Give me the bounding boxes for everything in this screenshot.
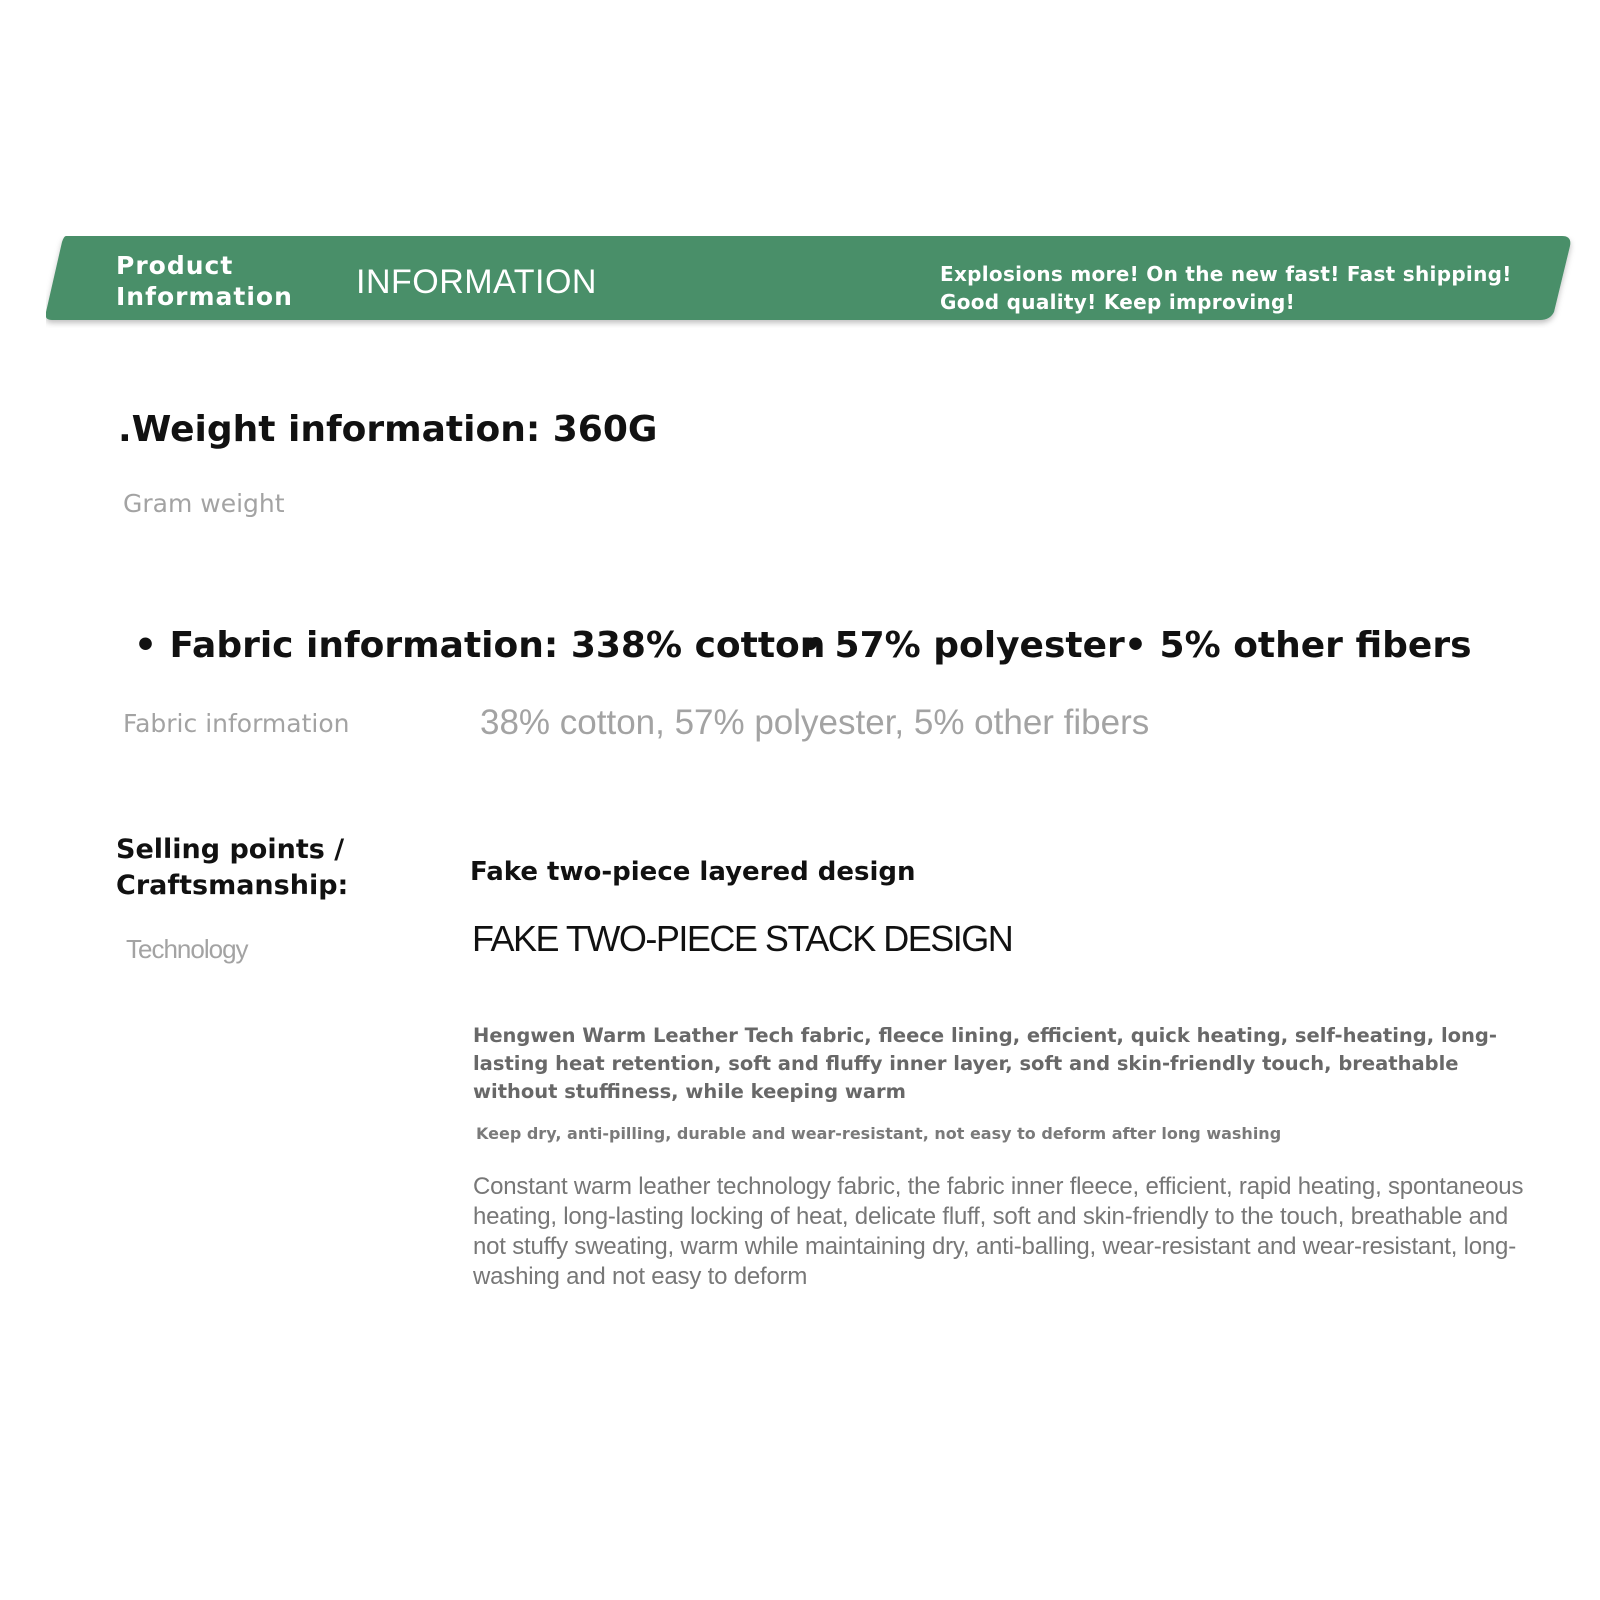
fabric-info-label: Fabric information <box>123 709 350 738</box>
banner-slogan: Explosions more! On the new fast! Fast shipping! Good quality! Keep improving! <box>940 262 1512 314</box>
design-caps-title: FAKE TWO-PIECE STACK DESIGN <box>472 918 1013 959</box>
gram-weight-label: Gram weight <box>123 489 285 518</box>
info-banner <box>46 236 1576 328</box>
fabric-segment-other: • 5% other fibers <box>1124 625 1472 666</box>
selling-points-heading <box>116 832 348 904</box>
weight-heading: .Weight information: 360G <box>118 409 658 450</box>
banner-label-line1: Product <box>116 251 234 280</box>
design-title: Fake two-piece layered design <box>470 857 916 887</box>
technology-label: Technology <box>126 934 248 964</box>
fabric-heading <box>134 622 1472 670</box>
banner-label-line2: Information <box>116 282 293 311</box>
durability-note: Keep dry, anti-pilling, durable and wear-resistant, not easy to deform after long washing <box>476 1124 1282 1143</box>
technology-description: Constant warm leather technology fabric, the fabric inner fleece, efficient, rapid heating, spontaneous heating, long-lasting locking of heat, delicate fluff, soft and skin-friendly to the touch, breathable and not stuffy sweating, warm while maintaining dry, anti-balling, wear-resistant and wear-resistant, long-washing and not easy to deform <box>473 1173 1524 1290</box>
fabric-segment-polyester: • 57% polyester <box>799 625 1125 666</box>
fabric-info-detail: 38% cotton, 57% polyester, 5% other fibers <box>480 703 1150 742</box>
selling-heading-line2: Craftsmanship: <box>116 870 349 901</box>
banner-product-information <box>116 250 293 312</box>
selling-heading-line1: Selling points / <box>116 834 345 865</box>
fabric-description: Hengwen Warm Leather Tech fabric, fleece lining, efficient, quick heating, self-heating, long-lasting heat retention, soft and fluffy inner layer, soft and skin-friendly touch, breathable without stuffiness, while keeping warm <box>473 1024 1497 1103</box>
banner-title: INFORMATION <box>356 263 597 301</box>
fabric-segment-cotton: • Fabric information: 338% cotton <box>134 625 826 666</box>
